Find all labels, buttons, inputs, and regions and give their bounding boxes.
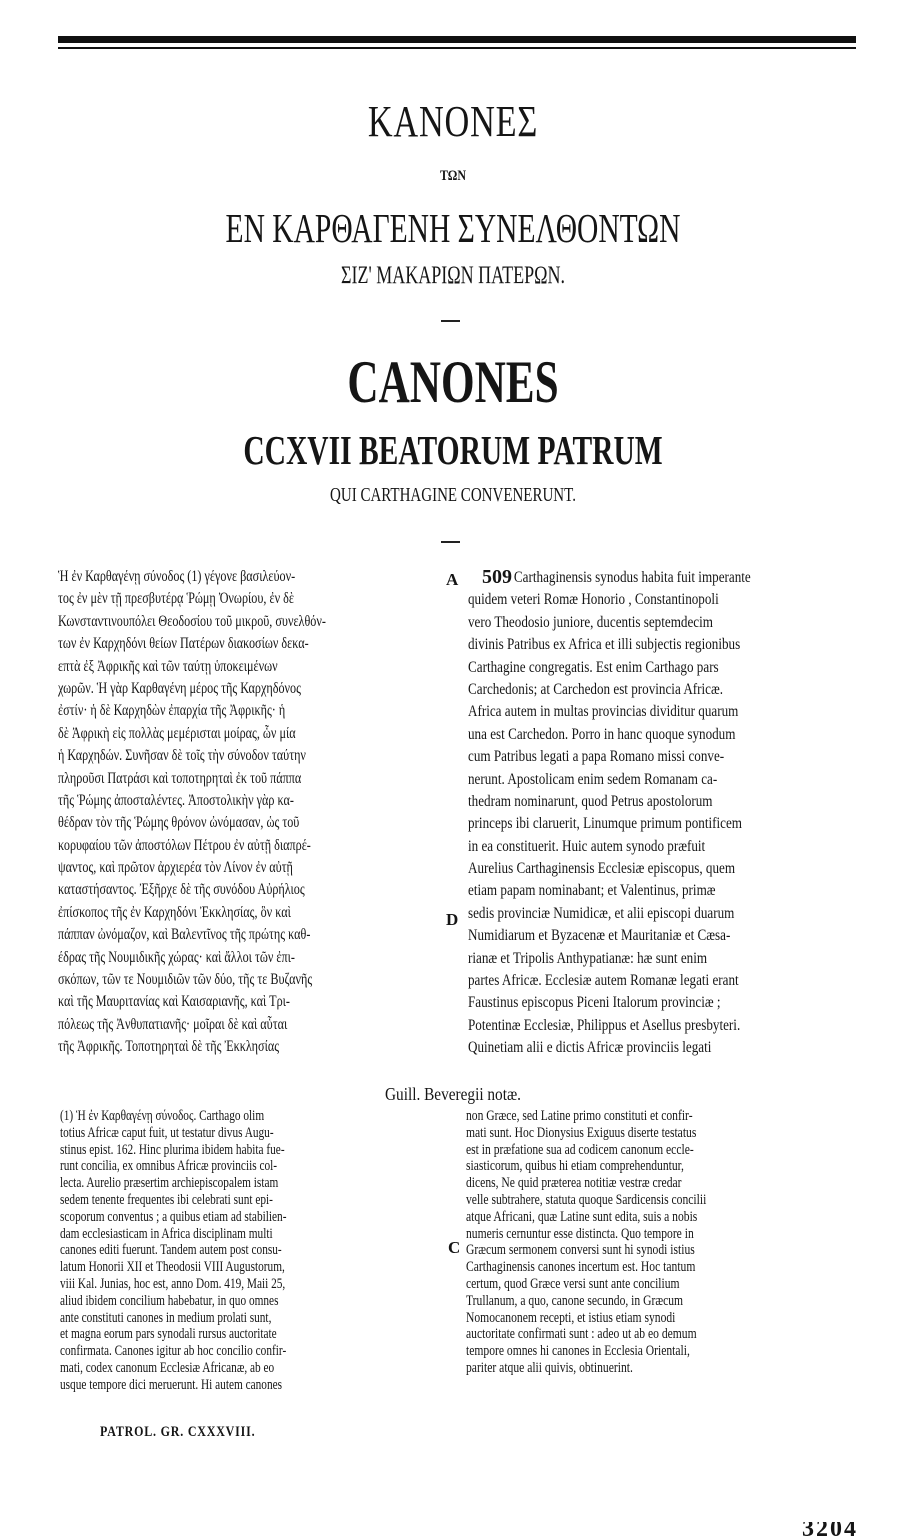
- note-line: et magna eorum pars synodali rursus auctoritate: [60, 1326, 277, 1343]
- note-line: mati sunt. Hoc Dionysius Exiguus diserte testatus: [466, 1124, 697, 1141]
- greek-text-line: επτὰ ἐξ Ἀφρικῆς καὶ τῶν ταύτῃ ὑποκειμένων: [58, 657, 278, 675]
- greek-text-line: πόλεως τῆς Ἀνθυπατιανῆς· μοῖραι δὲ καὶ αὗται: [58, 1015, 288, 1033]
- greek-subtitle-line2: ΣΙΖ' ΜΑΚΑΡΙΩΝ ΠΑΤΕΡΩΝ.: [340, 262, 565, 289]
- note-line: aliud ibidem concilium habebatur, in quo omnes: [60, 1292, 279, 1309]
- note-line: ante constituti canones in medium prolati sunt,: [60, 1309, 272, 1326]
- latin-text-line: Carthagine congregatis. Est enim Carthago pars: [468, 658, 719, 676]
- greek-text-line: ἐπίσκοπος τῆς ἐν Καρχηδόνι Ἐκκλησίας, ὃν καὶ: [58, 903, 291, 921]
- latin-text-line: rianæ et Tripolis Anthypatianæ: hæ sunt enim: [468, 949, 708, 967]
- latin-text-line: cum Patribus legati a papa Romano missi conve-: [468, 748, 725, 766]
- page-number-fragment-text: 3204: [802, 1522, 858, 1540]
- greek-text-line: τῆς Ἀφρικῆς. Τοποτηρηταὶ δὲ τῆς Ἐκκλησίας: [58, 1038, 280, 1056]
- latin-subtitle-line2: QUI CARTHAGINE CONVENERUNT.: [330, 484, 576, 506]
- latin-text-line: Potentinæ Ecclesiæ, Philippus et Asellus presbyteri.: [468, 1016, 741, 1034]
- greek-text-line: καὶ τῆς Μαυριτανίας καὶ Καισαριανῆς, καὶ Τρι-: [58, 993, 290, 1011]
- notes-left-column: [60, 1108, 445, 1394]
- note-line: viii Kal. Junias, hoc est, anno Dom. 419, Maii 25,: [60, 1275, 286, 1292]
- title-separator: [441, 541, 460, 543]
- latin-title: CANONES: [347, 349, 559, 415]
- margin-letter-c: C: [448, 1238, 461, 1257]
- page-number-fragment: [800, 1522, 906, 1540]
- greek-text-line: χωρῶν. Ἡ γὰρ Καρθαγένη μέρος τῆς Καρχηδόνος: [58, 679, 301, 697]
- note-line: numeris cernuntur esse distincta. Quo tempore in: [466, 1225, 694, 1242]
- latin-text-line: etiam papam nominabant; et Valentinus, primæ: [468, 882, 716, 900]
- notes-heading: Guill. Beveregii notæ.: [385, 1084, 521, 1104]
- latin-text-line: princeps ibi claruerit, Linumque primum pontificem: [468, 815, 742, 833]
- note-line: runt concilia, ex omnibus Africæ provinciis col-: [60, 1158, 278, 1175]
- note-line: latum Honorii XII et Theodosii VIII Augustorum,: [60, 1259, 285, 1276]
- top-rule-thick: [58, 36, 856, 43]
- note-line: stinus epist. 162. Hinc plurima ibidem habita fue-: [60, 1141, 285, 1158]
- column-number: 509: [482, 566, 512, 588]
- title-separator: [441, 320, 460, 322]
- greek-article: ΤΩΝ: [439, 168, 467, 184]
- latin-text-line: Numidiarum et Byzacenæ et Mauritaniæ et Cæsa-: [468, 927, 731, 945]
- notes-right-column: [466, 1108, 870, 1377]
- latin-text-line: divinis Patribus ex Africa et illi subjectis regionibus: [468, 636, 741, 654]
- latin-text-line: quidem veteri Romæ Honorio , Constantinopoli: [468, 591, 719, 609]
- greek-text-line: Ἡ ἐν Καρθαγένῃ σύνοδος (1) γέγονε βασιλεύον-: [58, 568, 296, 585]
- greek-text-line: έδρας τῆς Νουμιδικῆς χώρας· καὶ ἄλλοι τῶν ἐπι-: [58, 948, 295, 966]
- greek-text-line: ἐστίν· ἡ δὲ Καρχηδὼν ἐπαρχία τῆς Ἀφρικῆς· ἡ: [58, 702, 286, 720]
- greek-text-line: των ἐν Καρχηδόνι θείων Πατέρων διακοσίων δεκα-: [58, 635, 309, 653]
- note-line: auctoritate confirmati sunt : adeo ut ab eo demum: [466, 1326, 697, 1343]
- latin-text-line: vero Theodosio juniore, ducentis septemdecim: [468, 613, 713, 631]
- note-line: tempore omnes hi canones in Ecclesia Orientali,: [466, 1343, 690, 1360]
- greek-text-line: πάππαν ὠνόμαζον, καὶ Βαλεντῖνος τῆς πρώτης καθ-: [58, 926, 311, 944]
- greek-text-line: τος ἐν μὲν τῇ πρεσβυτέρᾳ Ῥώμῃ Ὀνωρίου, ἐν δὲ: [58, 590, 294, 608]
- note-line: scoporum conventus ; a quibus etiam ad stabilien-: [60, 1208, 287, 1225]
- greek-text-line: κορυφαίου τῶν ἀποστόλων Πέτρου ἐν αὐτῇ διαπρέ-: [58, 836, 311, 854]
- greek-text-line: σκόπων, τῶν τε Νουμιδιῶν τῶν δύο, τῆς τε Βυζανῆς: [58, 971, 313, 989]
- latin-text-line: Aurelius Carthaginensis Ecclesiæ episcopus, quem: [468, 860, 736, 878]
- greek-subtitle-line1: ΕΝ ΚΑΡΘΑΓΕΝΗ ΣΥΝΕΛΘΟΝΤΩΝ: [225, 205, 681, 251]
- margin-letter-d: D: [446, 910, 459, 929]
- note-line: Græcum sermonem conversi sunt hi synodi istius: [466, 1242, 695, 1259]
- note-line: usque tempore dici meruerunt. Hi autem canones: [60, 1376, 283, 1393]
- latin-text-line: Faustinus episcopus Piceni Italorum provinciæ ;: [468, 994, 721, 1012]
- greek-text-line: ἡ Καρχηδών. Συνῆσαν δὲ τοῖς τὴν σύνοδον ταύτην: [58, 747, 306, 765]
- latin-text-line: sedis provinciæ Numidicæ, et alii episcopi duarum: [468, 904, 735, 922]
- note-line: est in præfatione sua ad codicem canonum eccle-: [466, 1141, 694, 1158]
- greek-text-line: δὲ Ἀφρικὴ εἰς πολλὰς μεμέρισται μοίρας, ὧν μία: [58, 724, 296, 742]
- note-line: lecta. Aurelio præsertim archiepiscopalem istam: [60, 1175, 279, 1192]
- greek-text-line: καταστήσαντος. Ἐξῆρχε δὲ τῆς συνόδου Αὐρήλιος: [58, 881, 305, 899]
- greek-text-line: θέδραν τὸν τῆς Ῥώμης θρόνον ὠνόμασαν, ὡς τοῦ: [58, 814, 300, 832]
- note-line: non Græce, sed Latine primo constituti et confir-: [466, 1108, 693, 1124]
- note-line: Trullanum, a quo, canone secundo, in Græcum: [466, 1292, 684, 1309]
- margin-letter-a: A: [446, 570, 459, 589]
- note-line: Carthaginensis canones incertum est. Hoc tantum: [466, 1259, 696, 1276]
- note-line: mati, codex canonum Ecclesiæ Africanæ, ab eo: [60, 1359, 275, 1376]
- note-line: atque Africani, quæ Latine sunt edita, suis a nobis: [466, 1208, 698, 1225]
- note-line: confirmata. Canones igitur ab hoc concilio confir-: [60, 1343, 287, 1360]
- note-line: velle subtrahere, statuta quoque Sardicensis concilii: [466, 1191, 707, 1208]
- note-line: dicens, Ne quid præterea notitiæ vestræ credar: [466, 1175, 682, 1192]
- note-line: sedem tenente frequentes ibi celebrati sunt epi-: [60, 1191, 273, 1208]
- latin-text-line: in ea constituerit. Huic autem synodo præfuit: [468, 837, 706, 855]
- note-line: pariter atque alii quivis, obtinuerint.: [466, 1359, 633, 1376]
- greek-text-column: [58, 566, 442, 1059]
- greek-text-line: πληροῦσι Πατράσι καὶ τοποτηρηταὶ ἐκ τοῦ πάππα: [58, 769, 302, 787]
- latin-text-line: partes Africæ. Ecclesiæ autem Romanæ legati erant: [468, 972, 739, 990]
- note-line: dam ecclesiasticam in Africa disciplinam multi: [60, 1225, 273, 1242]
- latin-text-column: [468, 567, 870, 1060]
- note-line: Nomocanonem recepti, et istius etiam synodi: [466, 1309, 676, 1326]
- note-line: canones editi fuerunt. Tandem autem post consu-: [60, 1242, 282, 1259]
- greek-text-line: ψαντος, καὶ πρῶτον ἀρχιερέα τὸν Λίνον ἐν αὐτῇ: [58, 859, 293, 877]
- note-line: (1) Ἡ ἐν Καρθαγένῃ σύνοδος. Carthago olim: [60, 1108, 265, 1124]
- note-line: certum, quod Græce versi sunt ante concilium: [466, 1275, 680, 1292]
- latin-text-line: Quinetiam alii e dictis Africæ provinciis legati: [468, 1039, 712, 1057]
- latin-text-line: nerunt. Apostolicam enim sedem Romanam ca-: [468, 770, 718, 788]
- latin-text-line: Africa autem in multas provincias dividitur quarum: [468, 703, 739, 721]
- latin-subtitle-line1: CCXVII BEATORUM PATRUM: [243, 427, 663, 473]
- latin-text-line: una est Carchedon. Porro in hanc quoque synodum: [468, 725, 736, 743]
- footer-signature: PATROL. GR. CXXXVIII.: [100, 1424, 256, 1440]
- greek-title: ΚΑΝΟΝΕΣ: [367, 97, 539, 146]
- top-rule-thin: [58, 47, 856, 49]
- greek-text-line: Κωνσταντινουπόλει Θεοδοσίου τοῦ μικροῦ, συνελθόν-: [58, 612, 326, 630]
- latin-text-line: Carthaginensis synodus habita fuit imperante: [513, 569, 751, 586]
- latin-text-line: thedram nominarunt, quod Petrus apostolorum: [468, 792, 713, 810]
- latin-text-line: Carchedonis; at Carchedon est provincia Africæ.: [468, 680, 724, 698]
- note-line: siasticorum, quibus hi etiam comprehenduntur,: [466, 1158, 684, 1175]
- greek-text-line: τῆς Ῥώμης ἀποσταλέντες. Ἀποστολικὴν γὰρ κα-: [58, 791, 294, 809]
- note-line: totius Africæ caput fuit, ut testatur divus Augu-: [60, 1124, 274, 1141]
